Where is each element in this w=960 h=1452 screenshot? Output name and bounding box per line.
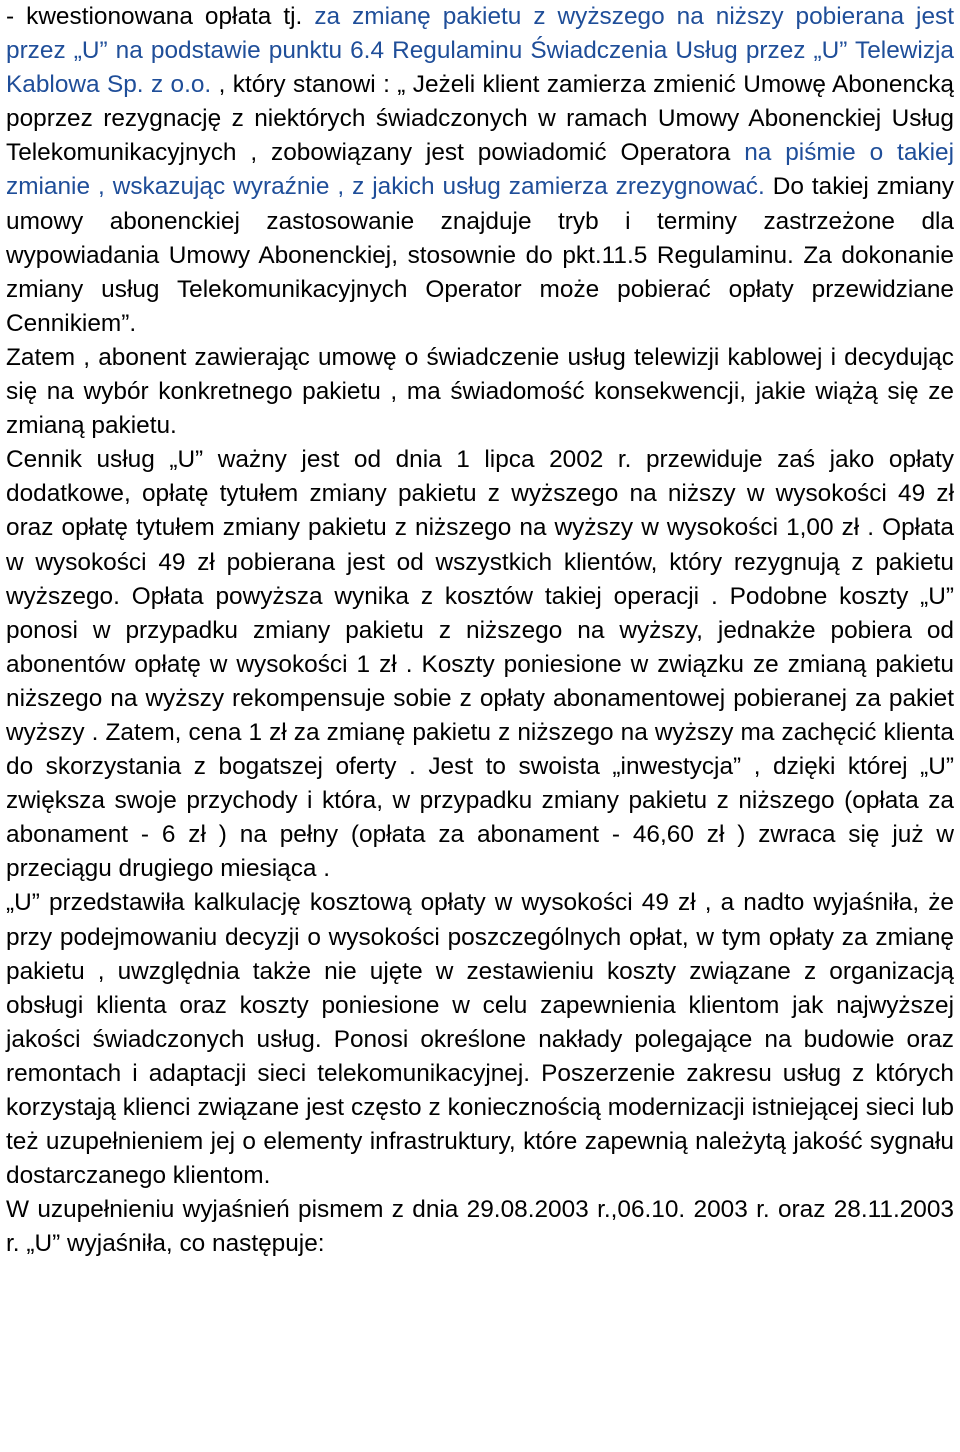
text-segment: Zatem , abonent zawierając umowę o świadczenie usług telewizji kablowej i decydując się na wybór konkretnego pakietu , ma świadomość konsekwencji, jakie wiążą się ze zmianą pakietu.	[6, 343, 954, 440]
document-page	[6, 0, 954, 1261]
text-segment-highlight: na piśmie o takiej zmianie , wskazując wyraźnie , z jakich usług zamierza zrezygnować.	[6, 139, 954, 201]
text-segment: Do takiej zmiany umowy abonenckiej zastosowanie znajduje tryb i terminy zastrzeżone dla wypowiadania Umowy Abonenckiej, stosownie do pkt.11.5 Regulaminu. Za dokonanie zmiany usług Telekomunikacyjnych Operator może pobierać opłaty przewidziane Cennikiem”.	[6, 173, 954, 337]
paragraph-opłata-regulamin	[6, 0, 954, 341]
paragraph-kalkulacja-kosztowa	[6, 886, 954, 1193]
paragraph-uzupelnienie-wyjasnien	[6, 1193, 954, 1261]
paragraph-zatem-abonent	[6, 341, 954, 443]
text-segment: W uzupełnieniu wyjaśnień pismem z dnia 29.08.2003 r.,06.10. 2003 r. oraz 28.11.2003 r. „U” wyjaśniła, co następuje:	[6, 1196, 954, 1258]
text-segment: , który stanowi : „ Jeżeli klient zamierza zmienić Umowę Abonencką poprzez rezygnację z niektórych świadczonych w ramach Umowy Abonenckiej Usług Telekomunikacyjnych , zobowiązany jest powiadomić Operatora	[6, 71, 954, 167]
text-segment-highlight: za zmianę pakietu z wyższego na niższy pobierana jest przez „U” na podstawie punktu 6.4 Regulaminu Świadczenia Usług przez „U” Telewizja Kablowa Sp. z o.o.	[6, 3, 954, 99]
text-segment: Cennik usług „U” ważny jest od dnia 1 lipca 2002 r. przewiduje zaś jako opłaty dodatkowe, opłatę tytułem zmiany pakietu z wyższego na niższy w wysokości 49 zł oraz opłatę tytułem zmiany pakietu z niższego na wyższy w wysokości 1,00 zł . Opłata w wysokości 49 zł pobierana jest od wszystkich klientów, który rezygnują z pakietu wyższego. Opłata powyższa wynika z kosztów takiej operacji . Podobne koszty „U” ponosi w przypadku zmiany pakietu z niższego na wyższy, jednakże pobiera od abonentów opłatę w wysokości 1 zł . Koszty poniesione w związku ze zmianą pakietu niższego na wyższy rekompensuje sobie z opłaty abonamentowej pobieranej za pakiet wyższy . Zatem, cena 1 zł za zmianę pakietu z niższego na wyższy ma zachęcić klienta do skorzystania z bogatszej oferty . Jest to swoista „inwestycja” , dzięki której „U” zwiększa swoje przychody i która, w przypadku zmiany pakietu z niższego (opłata za abonament - 6 zł ) na pełny (opłata za abonament - 46,60 zł ) zwraca się już w przeciągu drugiego miesiąca .	[6, 446, 954, 883]
paragraph-cennik-uslug	[6, 443, 954, 886]
text-segment: - kwestionowana opłata tj.	[6, 3, 315, 30]
text-segment: „U” przedstawiła kalkulację kosztową opłaty w wysokości 49 zł , a nadto wyjaśniła, że przy podejmowaniu decyzji o wysokości poszczególnych opłat, w tym opłaty za zmianę pakietu , uwzględnia także nie ujęte w zestawieniu koszty związane z organizacją obsługi klienta oraz koszty poniesione w celu zapewnienia klientom jak najwyższej jakości świadczonych usług. Ponosi określone nakłady polegające na budowie oraz remontach i adaptacji sieci telekomunikacyjnej. Poszerzenie zakresu usług z których korzystają klienci związane jest często z koniecznością modernizacji istniejącej sieci lub też uzupełnieniem jej o elementy infrastruktury, które zapewnią należytą jakość sygnału dostarczanego klientom.	[6, 889, 954, 1190]
